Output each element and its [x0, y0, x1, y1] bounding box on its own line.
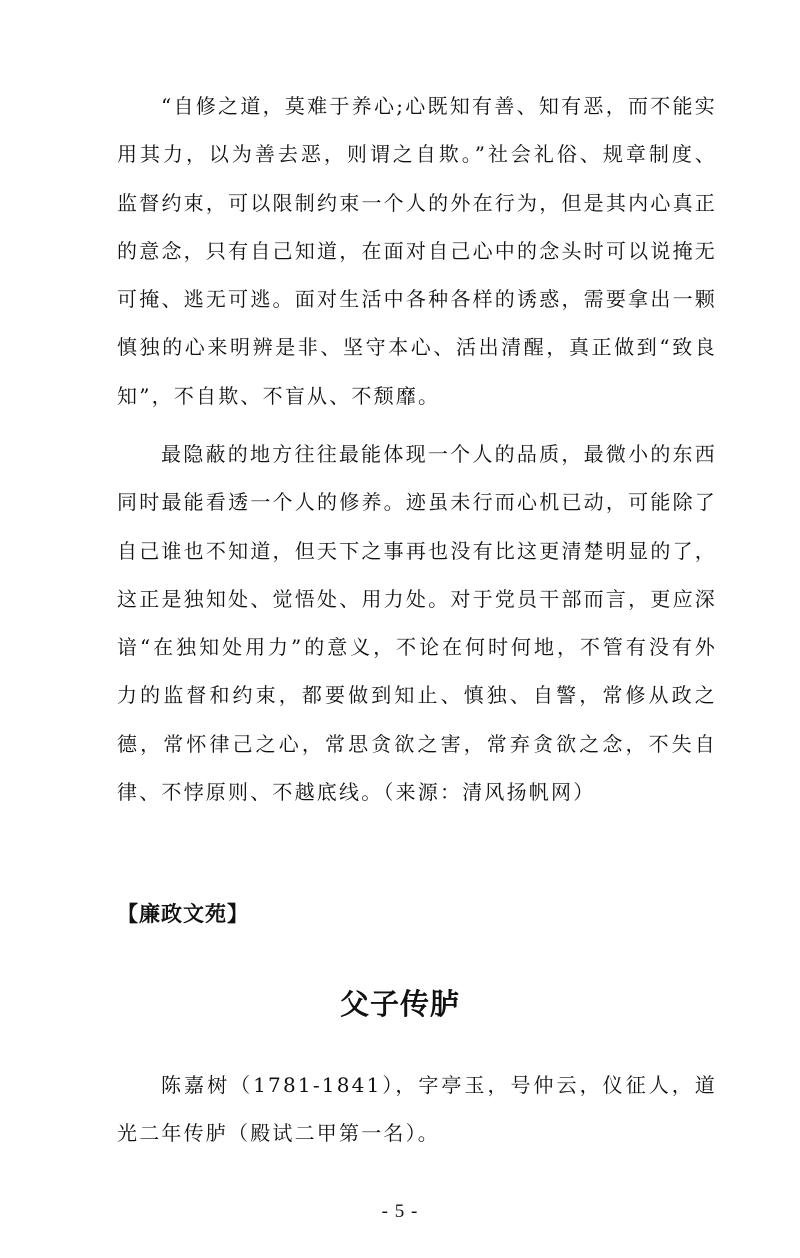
article-paragraph: 陈嘉树（1781-1841），字亭玉，号仲云，仪征人，道光二年传胪（殿试二甲第一名）。 — [117, 1073, 717, 1146]
section-label: 【廉政文苑】 — [117, 902, 249, 926]
body-paragraph-2: 最隐蔽的地方往往最能体现一个人的品质，最微小的东西同时最能看透一个人的修养。迹虽未行而心机已动，可能除了自己谁也不知道，但天下之事再也没有比这更清楚明显的了，这正是独知处、觉悟处、用力处。对于党员干部而言，更应深谙“在独知处用力”的意义，不论在何时何地，不管有没有外力的监督和约束，都要做到知止、慎独、自警，常修从政之德，常怀律己之心，常思贪欲之害，常弃贪欲之念，不失自律、不悖原则、不越底线。（来源：清风扬帆网） — [117, 442, 717, 805]
body-paragraph-1: “自修之道，莫难于养心;心既知有善、知有恶，而不能实用其力，以为善去恶，则谓之自欺。”社会礼俗、规章制度、监督约束，可以限制约束一个人的外在行为，但是其内心真正的意念，只有自己知道，在面对自己心中的念头时可以说掩无可掩、逃无可逃。面对生活中各种各样的诱惑，需要拿出一颗慎独的心来明辨是非、坚守本心、活出清醒，真正做到“致良知”，不自欺、不盲从、不颓靡。 — [117, 94, 717, 408]
page-number: - 5 - — [381, 1201, 419, 1222]
article-title: 父子传胪 — [339, 987, 460, 1021]
